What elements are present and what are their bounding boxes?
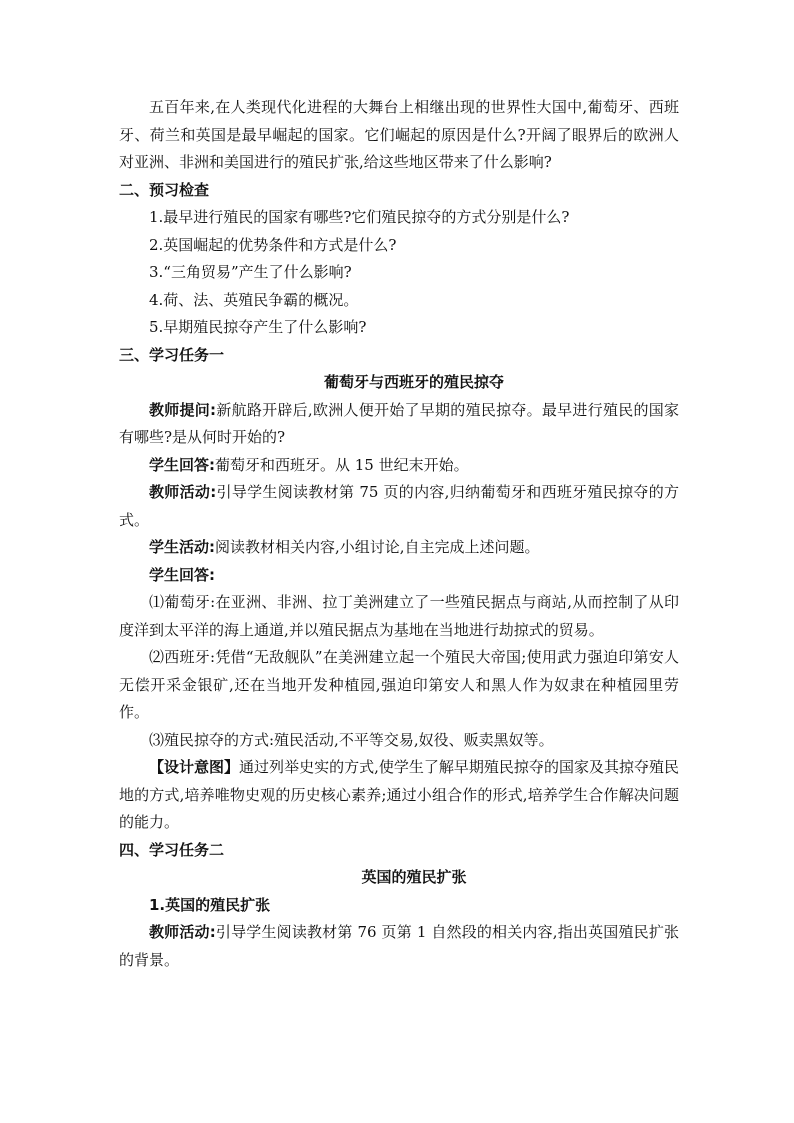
preview-question-1: 1.最早进行殖民的国家有哪些?它们殖民掠夺的方式分别是什么? xyxy=(149,208,570,226)
answer-spain: ⑵西班牙:凭借“无敌舰队”在美洲建立起一个殖民大帝国;使用武力强迫印第安人无偿开采金银矿,还在当地开发种植园,强迫印第安人和黑人作为奴隶在种植园里劳作。 xyxy=(119,648,679,721)
task-one-title: 葡萄牙与西班牙的殖民掠夺 xyxy=(323,373,504,391)
teacher-activity-2-text: 引导学生阅读教材第 76 页第 1 自然段的相关内容,指出英国殖民扩张的背景。 xyxy=(119,923,679,969)
design-intent-label: 【设计意图】 xyxy=(149,758,240,776)
document-body xyxy=(119,94,679,974)
design-intent xyxy=(119,754,679,837)
design-intent-text: 通过列举史实的方式,使学生了解早期殖民掠夺的国家及其掠夺殖民地的方式,培养唯物史观的历史核心素养;通过小组合作的形式,培养学生合作解决问题的能力。 xyxy=(119,758,679,831)
preview-question-5: 5.早期殖民掠夺产生了什么影响? xyxy=(149,318,367,336)
teacher-activity-2 xyxy=(119,919,679,974)
teacher-activity xyxy=(119,479,679,534)
teacher-question xyxy=(119,397,679,452)
task-two-title: 英国的殖民扩张 xyxy=(361,868,467,886)
student-answer-label: 学生回答: xyxy=(149,455,215,474)
student-answer xyxy=(119,452,679,480)
teacher-activity-2-label: 教师活动: xyxy=(149,923,216,941)
answer-portugal: ⑴葡萄牙:在亚洲、非洲、拉丁美洲建立了一些殖民据点与商站,从而控制了从印度洋到太平洋的海上通道,并以殖民据点为基地在当地进行劫掠式的贸易。 xyxy=(119,593,679,639)
answer-methods: ⑶殖民掠夺的方式:殖民活动,不平等交易,奴役、贩卖黑奴等。 xyxy=(149,730,554,749)
preview-question-3: 3.“三角贸易”产生了什么影响? xyxy=(149,263,352,281)
teacher-question-label: 教师提问: xyxy=(149,400,217,419)
student-activity-text: 阅读教材相关内容,小组讨论,自主完成上述问题。 xyxy=(215,538,540,556)
section-heading-preview-check: 二、预习检查 xyxy=(119,180,210,199)
section-heading-task-one: 三、学习任务一 xyxy=(119,345,225,364)
task-two-subheading: 1.英国的殖民扩张 xyxy=(149,895,271,914)
teacher-activity-text: 引导学生阅读教材第 75 页的内容,归纳葡萄牙和西班牙殖民掠夺的方式。 xyxy=(119,483,679,529)
section-heading-task-two: 四、学习任务二 xyxy=(119,840,225,859)
teacher-activity-label: 教师活动: xyxy=(149,483,217,501)
student-answer-text: 葡萄牙和西班牙。从 15 世纪末开始。 xyxy=(215,455,469,474)
teacher-question-text: 新航路开辟后,欧洲人便开始了早期的殖民掠夺。最早进行殖民的国家有哪些?是从何时开始的? xyxy=(119,400,679,446)
student-activity-label: 学生活动: xyxy=(149,538,215,556)
intro-paragraph: 五百年来,在人类现代化进程的大舞台上相继出现的世界性大国中,葡萄牙、西班牙、荷兰和英国是最早崛起的国家。它们崛起的原因是什么?开阔了眼界后的欧洲人对亚洲、非洲和美国进行的殖民扩张,给这些地区带来了什么影响? xyxy=(119,98,679,171)
preview-question-4: 4.荷、法、英殖民争霸的概况。 xyxy=(149,290,359,309)
student-activity xyxy=(119,534,679,562)
preview-question-2: 2.英国崛起的优势条件和方式是什么? xyxy=(149,235,397,254)
student-answer-heading: 学生回答: xyxy=(149,565,215,584)
